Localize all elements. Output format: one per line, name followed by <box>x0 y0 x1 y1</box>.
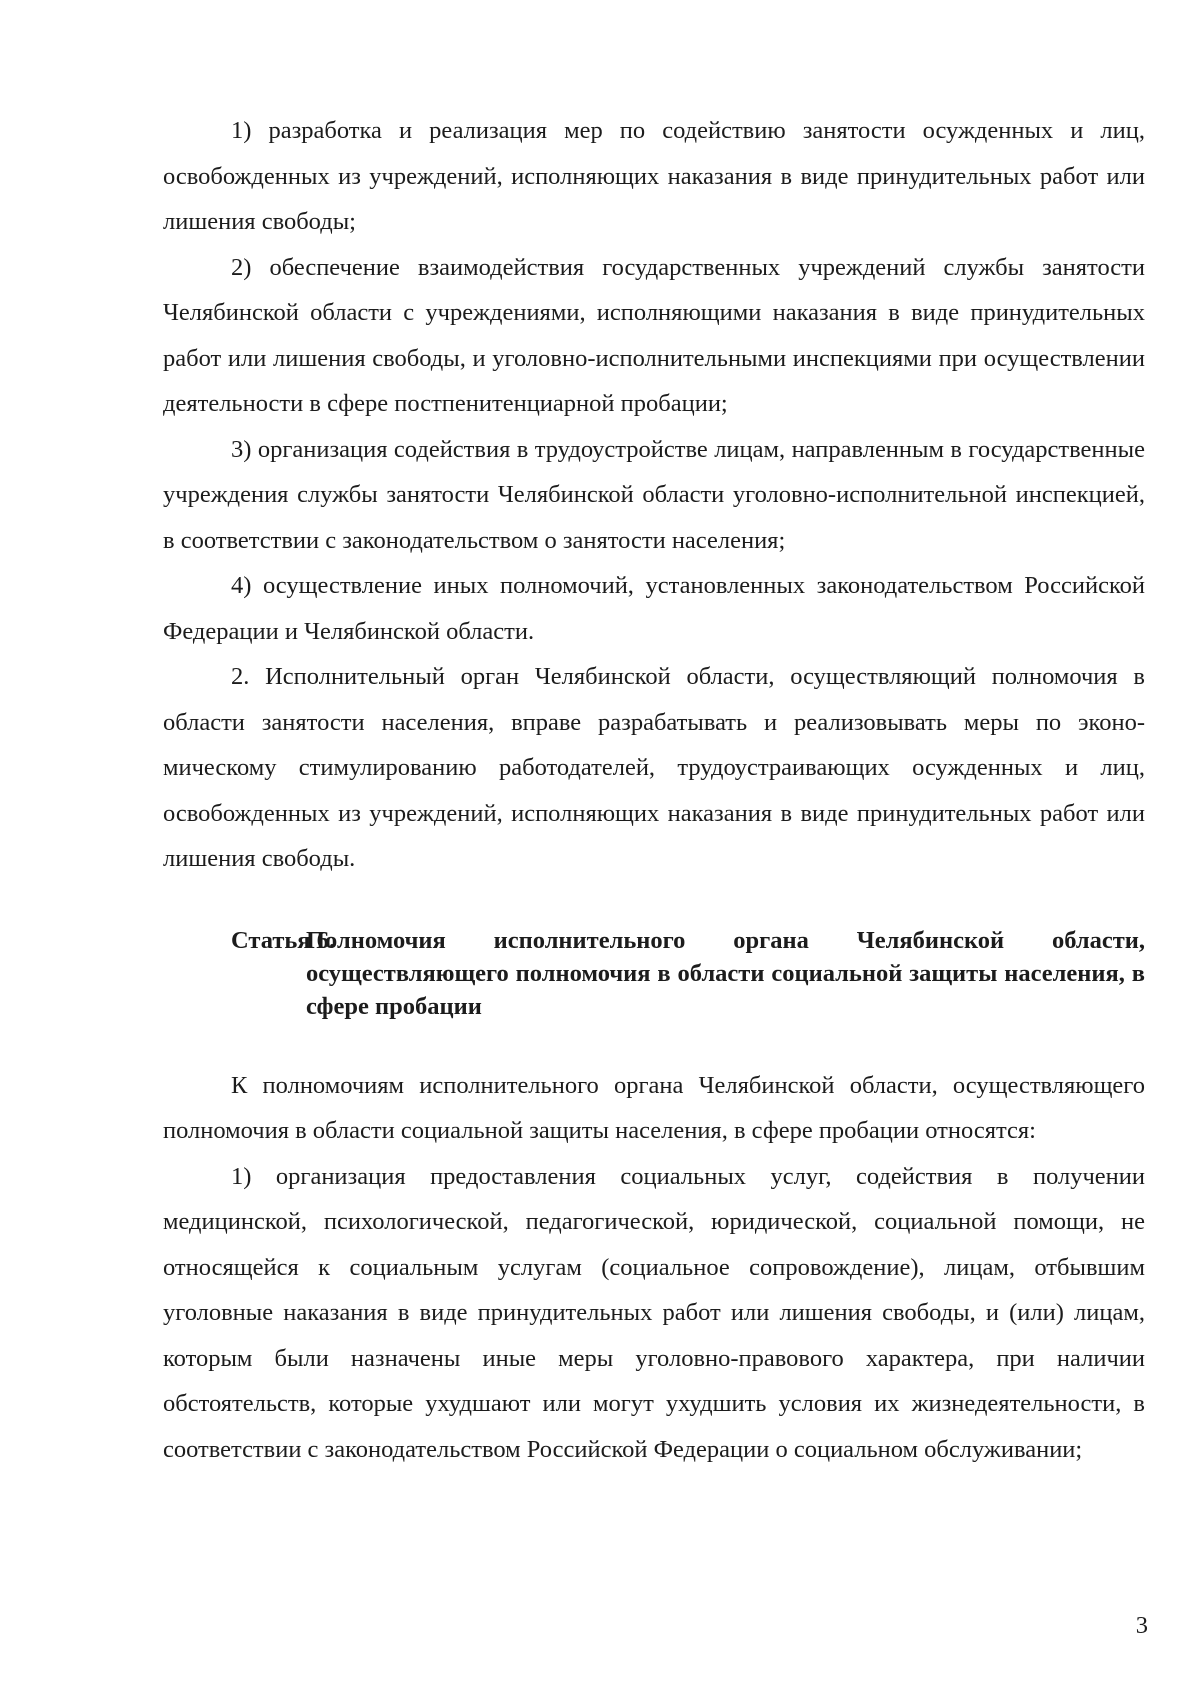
article-number: Статья 6. <box>231 926 336 954</box>
paragraph-part-2: 2. Исполнительный орган Челябинской области, осуществляющий полномочия в области занятости населения, вправе разрабатывать и реализовывать меры по экономическому стимулированию работодателей, трудоустраивающих осужденных и лиц, освобожденных из учреждений, исполняющих наказания в виде принудительных работ или лишения свободы. <box>163 663 1145 872</box>
paragraph-item-1: 1) разработка и реализация мер по содействию занятости осужденных и лиц, освобожденных из учреждений, исполняющих наказания в виде принудительных работ или лишения свободы; <box>163 117 1145 235</box>
page-number: 3 <box>1135 1612 1148 1639</box>
paragraph-item-2: 2) обеспечение взаимодействия государственных учреждений службы занятости Челябинской области с учреждениями, исполняющими наказания в виде принудительных работ или лишения свободы, и уголовно-исполнительными инспекциями при осуществлении деятельности в сфере постпенитенциарной пробации; <box>163 253 1145 417</box>
paragraph-item-3: 3) организация содействия в трудоустройстве лицам, направленным в государственные учреждения службы занятости Челябинской области уголовно-исполнительной инспекцией, в соответствии с законодательством о занятости населения; <box>163 435 1145 554</box>
paragraph-item-4: 4) осуществление иных полномочий, установленных законодательством Российской Федерации и Челябинской области. <box>163 572 1145 645</box>
paragraph-article6-item-1: 1) организация предоставления социальных услуг, содействия в получении медицинской, психологической, педагогической, юридической, социальной помощи, не относящейся к социальным услугам (социальное сопровождение), лицам, отбывшим уголовные наказания в виде принудительных работ или лишения свободы, и (или) лицам, которым были назначены иные меры уголовно-правового характера, при наличии обстоятельств, которые ухудшают или могут ухудшить условия их жизнедеятельности, в соответствии с законодательством Российской Федерации о социальном обслуживании; <box>163 1162 1145 1463</box>
document-page <box>163 108 1145 1472</box>
article-title: Полномочия исполнительного органа Челябинской области, осуществляющего полномочия в области социальной защиты населения, в сфере пробации <box>306 926 1145 1020</box>
article-heading <box>163 924 1145 1023</box>
paragraph-intro: К полномочиям исполнительного органа Челябинской области, осуществляющего полномочия в области социальной защиты населения, в сфере пробации относятся: <box>163 1071 1145 1144</box>
